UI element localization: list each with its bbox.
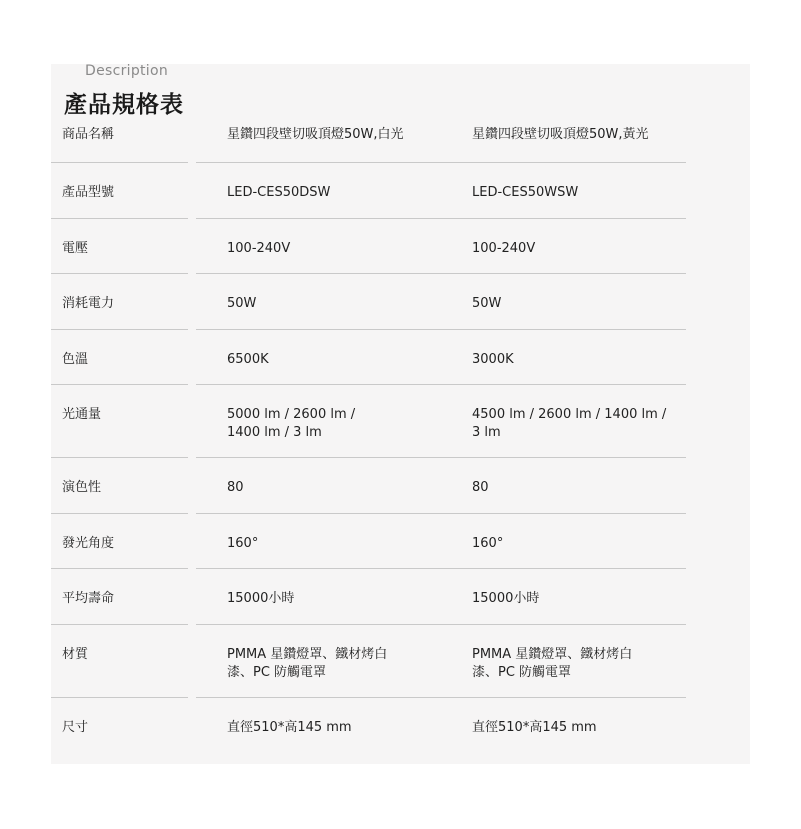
row-label: 演色性 <box>62 480 102 495</box>
value-white: PMMA 星鑽燈罩、鐵材烤白漆、PC 防觸電罩 <box>227 647 388 680</box>
value-yellow: 星鑽四段壁切吸頂燈50W,黃光 <box>472 127 649 142</box>
value-white: 100-240V <box>227 241 291 256</box>
row-label: 發光角度 <box>62 536 115 551</box>
value-yellow: PMMA 星鑽燈罩、鐵材烤白漆、PC 防觸電罩 <box>472 647 633 680</box>
value-white: 15000小時 <box>227 591 295 606</box>
value-white: LED-CES50DSW <box>227 185 331 200</box>
row-label: 光通量 <box>62 407 102 422</box>
spec-table <box>51 120 691 754</box>
row-label: 消耗電力 <box>62 296 115 311</box>
value-yellow: LED-CES50WSW <box>472 185 579 200</box>
value-white: 直徑510*高145 mm <box>227 720 352 735</box>
row-label: 電壓 <box>62 241 89 256</box>
value-white: 160° <box>227 536 259 551</box>
value-yellow: 4500 lm / 2600 lm / 1400 lm / 3 lm <box>472 407 667 440</box>
value-yellow: 100-240V <box>472 241 536 256</box>
value-yellow: 160° <box>472 536 504 551</box>
table-row <box>51 274 691 330</box>
row-label: 尺寸 <box>62 720 89 735</box>
value-yellow: 直徑510*高145 mm <box>472 720 597 735</box>
table-row <box>51 698 691 754</box>
value-white: 星鑽四段壁切吸頂燈50W,白光 <box>227 127 404 142</box>
value-white: 80 <box>227 480 244 495</box>
row-label: 材質 <box>62 647 89 662</box>
value-yellow: 80 <box>472 480 489 495</box>
row-label: 商品名稱 <box>62 127 115 142</box>
page-title: 產品規格表 <box>64 92 184 118</box>
value-yellow: 50W <box>472 296 502 311</box>
table-row <box>51 458 691 514</box>
table-row <box>51 120 691 163</box>
table-row <box>51 514 691 569</box>
table-row <box>51 569 691 625</box>
value-yellow: 15000小時 <box>472 591 540 606</box>
row-label: 產品型號 <box>62 185 115 200</box>
value-yellow: 3000K <box>472 352 514 367</box>
table-row <box>51 163 691 219</box>
value-white: 6500K <box>227 352 269 367</box>
table-row <box>51 219 691 274</box>
row-label: 色溫 <box>62 352 89 367</box>
row-label: 平均壽命 <box>62 591 115 606</box>
table-row <box>51 330 691 385</box>
value-white: 50W <box>227 296 257 311</box>
value-white: 5000 lm / 2600 lm / 1400 lm / 3 lm <box>227 407 356 440</box>
table-row <box>51 625 691 698</box>
table-row <box>51 385 691 458</box>
description-tab[interactable]: Description <box>85 63 169 79</box>
